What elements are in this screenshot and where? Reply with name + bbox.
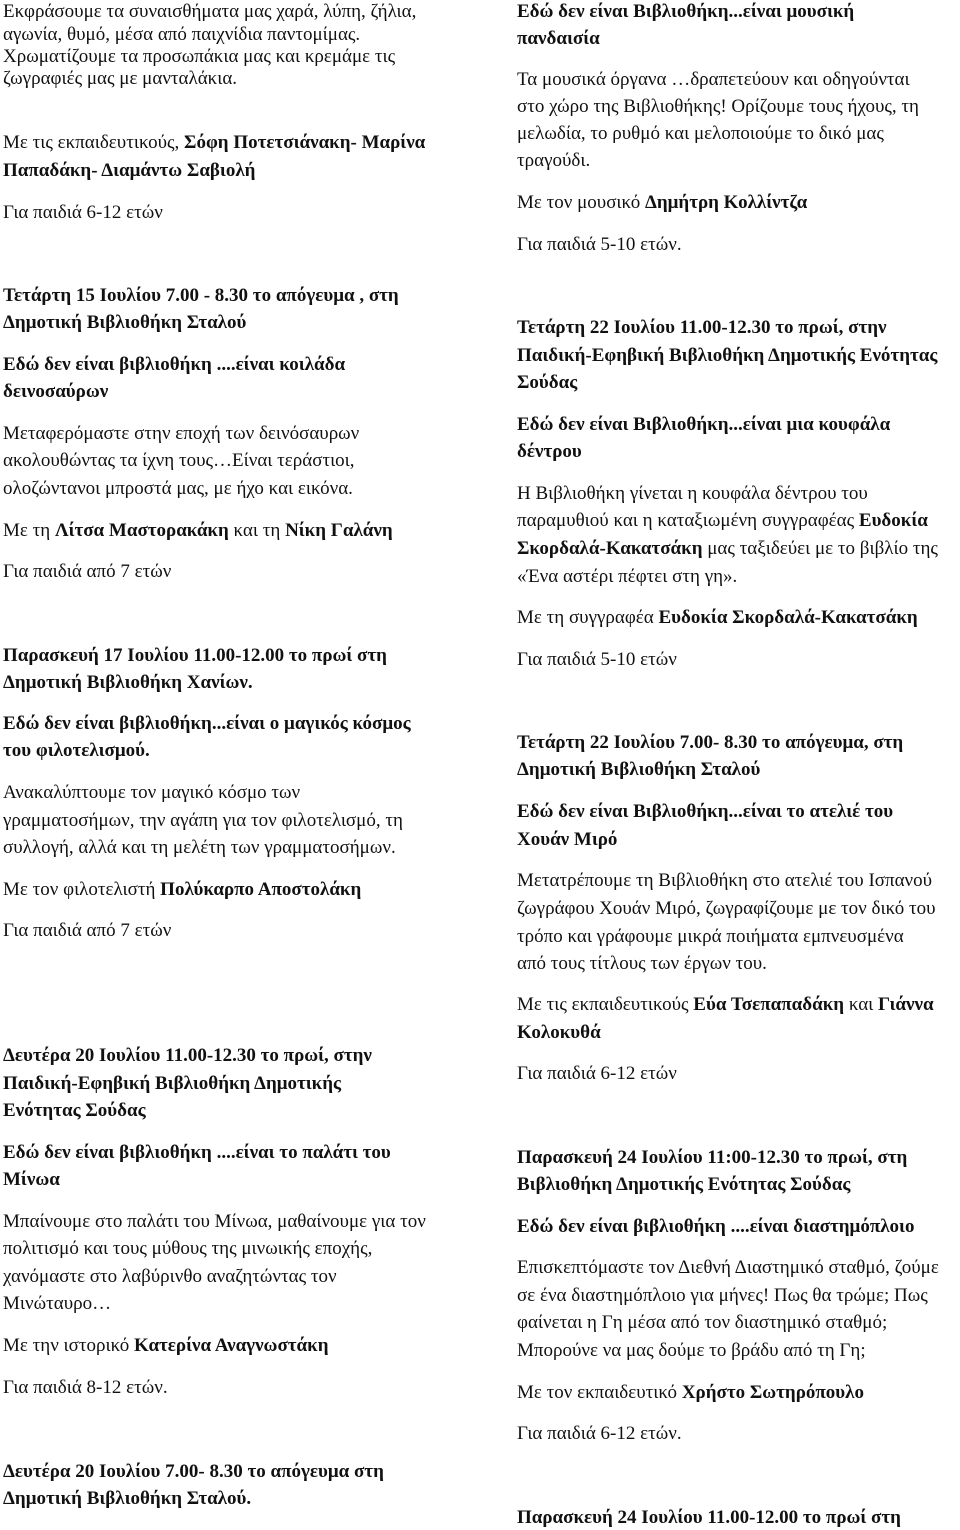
- event-description-line: Μεταφερόμαστε στην εποχή των δεινόσαυρων: [3, 423, 360, 444]
- facilitator-name: Εύα Τσεπαπαδάκη: [693, 994, 845, 1015]
- facilitator-name: Παπαδάκη- Διαμάντω Σαβιολή: [3, 160, 256, 181]
- event-schedule-line: Δευτέρα 20 Ιουλίου 11.00-12.30 το πρωί, στην: [3, 1045, 372, 1066]
- event-schedule-line: Βιβλιοθήκη Δημοτικής Ενότητας Σούδας: [517, 1174, 851, 1195]
- event-schedule-line: Τετάρτη 15 Ιουλίου 7.00 - 8.30 το απόγευμα , στη: [3, 285, 399, 306]
- event-description-line: γραμματοσήμων, την αγάπη για τον φιλοτελισμό, τη: [3, 810, 403, 831]
- event-description-line: συλλογή, αλλά και τη μελέτη των γραμματοσήμων.: [3, 837, 396, 858]
- event-schedule-line: Δημοτική Βιβλιοθήκη Χανίων.: [3, 672, 253, 693]
- facilitator-prefix: Με τον εκπαιδευτικό: [517, 1382, 682, 1403]
- event-description-line: τρόπο και γράφουμε μικρά ποιήματα εμπνευσμένα: [517, 926, 904, 947]
- facilitator-line: [517, 994, 934, 1016]
- event-description-line: Επισκεπτόμαστε τον Διεθνή Διαστημικό σταθμό, ζούμε: [517, 1257, 939, 1278]
- facilitator-line: [3, 1335, 328, 1357]
- event-title-line: Χουάν Μιρό: [517, 829, 618, 850]
- event-schedule-line: Τετάρτη 22 Ιουλίου 11.00-12.30 το πρωί, στην: [517, 317, 887, 338]
- event-description-line: στο χώρο της Βιβλιοθήκης! Ορίζουμε τους ήχους, τη: [517, 96, 919, 117]
- facilitator-name: Κατερίνα Αναγνωστάκη: [134, 1335, 329, 1356]
- event-title-line: Εδώ δεν είναι Βιβλιοθήκη...είναι το ατελιέ του: [517, 801, 894, 822]
- facilitator-name: Κολοκυθά: [517, 1022, 601, 1043]
- facilitator-name: Πολύκαρπο Αποστολάκη: [160, 879, 362, 900]
- event-description-line: σε ένα διαστημόπλοιο για μήνες! Πως θα τρώμε; Πως: [517, 1285, 928, 1306]
- event-description-line: ζωγράφου Χουάν Μιρό, ζωγραφίζουμε με τον δικό του: [517, 898, 936, 919]
- event-schedule-line: Σούδας: [517, 372, 578, 393]
- event-description-line: ζωγραφιές μας με μανταλάκια.: [3, 68, 238, 89]
- event-description-line: Ανακαλύπτουμε τον μαγικό κόσμο των: [3, 782, 301, 803]
- event-description-line: Μπαίνουμε στο παλάτι του Μίνωα, μαθαίνουμε για τον: [3, 1211, 426, 1232]
- description-text: μας ταξιδεύει με το βιβλίο της: [702, 538, 938, 559]
- event-description-line: Μετατρέπουμε τη Βιβλιοθήκη στο ατελιέ του Ισπανού: [517, 870, 933, 891]
- facilitator-prefix: Με τη: [3, 520, 55, 541]
- facilitator-prefix: Με τον μουσικό: [517, 192, 645, 213]
- event-schedule-line: Παρασκευή 24 Ιουλίου 11.00-12.00 το πρωί στη: [517, 1507, 901, 1528]
- facilitator-line: [517, 192, 807, 214]
- event-schedule-line: Δευτέρα 20 Ιουλίου 7.00- 8.30 το απόγευμα στη: [3, 1461, 384, 1482]
- facilitator-name: Νίκη Γαλάνη: [285, 520, 393, 541]
- event-title-line: Μίνωα: [3, 1169, 60, 1190]
- facilitator-name: Σόφη Ποτετσιάνακη- Μαρίνα: [184, 132, 426, 153]
- event-description-line: Εκφράσουμε τα συναισθήματα μας χαρά, λύπη, ζήλια,: [3, 1, 417, 22]
- event-schedule-line: Παιδική-Εφηβική Βιβλιοθήκη Δημοτικής: [3, 1073, 342, 1094]
- facilitator-line: [3, 132, 425, 154]
- facilitator-conjunction: και τη: [228, 520, 286, 541]
- event-description-line: ολοζώντανοι μπροστά μας, με ήχο και εικόνα.: [3, 478, 353, 499]
- event-schedule-line: Παιδική-Εφηβική Βιβλιοθήκη Δημοτικής Ενότητας: [517, 345, 938, 366]
- description-text: παραμυθιού και η καταξιωμένη συγγραφέας: [517, 510, 859, 531]
- event-description-line: Μπορούνε να μας δούμε το βράδυ από τη Γη;: [517, 1340, 866, 1361]
- event-title-line: Εδώ δεν είναι Βιβλιοθήκη...είναι μια κουφάλα: [517, 414, 891, 435]
- event-description-line: [517, 538, 938, 560]
- facilitator-line: [3, 879, 361, 901]
- age-group: Για παιδιά 6-12 ετών.: [517, 1423, 682, 1444]
- event-schedule-line: Τετάρτη 22 Ιουλίου 7.00- 8.30 το απόγευμα, στη: [517, 732, 904, 753]
- facilitator-name: Χρήστο Σωτηρόπουλο: [681, 1382, 864, 1403]
- age-group: Για παιδιά 5-10 ετών.: [517, 234, 682, 255]
- event-description-line: [517, 510, 928, 532]
- event-title-line: Εδώ δεν είναι βιβλιοθήκη ....είναι διαστημόπλοιο: [517, 1216, 915, 1237]
- author-name: Ευδοκία: [858, 510, 928, 531]
- facilitator-prefix: Με τη συγγραφέα: [517, 607, 659, 628]
- facilitator-prefix: Με τον φιλοτελιστή: [3, 879, 161, 900]
- event-title-line: Εδώ δεν είναι βιβλιοθήκη...είναι ο μαγικός κόσμος: [3, 713, 411, 734]
- facilitator-prefix: Με την ιστορικό: [3, 1335, 135, 1356]
- event-description-line: αγωνία, θυμό, μέσα από παιχνίδια παντομίμας.: [3, 24, 361, 45]
- age-group: Για παιδιά 8-12 ετών.: [3, 1377, 168, 1398]
- left-column: [3, 0, 508, 1530]
- event-title-line: δεινοσαύρων: [3, 381, 109, 402]
- facilitator-name: Ευδοκία Σκορδαλά-Κακατσάκη: [658, 607, 918, 628]
- event-description-line: πολιτισμό και τους μύθους της μινωικής εποχής,: [3, 1238, 373, 1259]
- event-description-line: τραγούδι.: [517, 150, 591, 171]
- event-schedule-line: Δημοτική Βιβλιοθήκη Σταλού: [3, 312, 247, 333]
- event-description-line: Χρωματίζουμε τα προσωπάκια μας και κρεμάμε τις: [3, 46, 396, 67]
- event-title-line: Εδώ δεν είναι βιβλιοθήκη ....είναι κοιλάδα: [3, 354, 346, 375]
- event-title-line: πανδαισία: [517, 28, 600, 49]
- facilitator-name: Λίτσα Μαστορακάκη: [54, 520, 229, 541]
- event-title-line: Εδώ δεν είναι βιβλιοθήκη ....είναι το παλάτι του: [3, 1142, 391, 1163]
- facilitator-line: [517, 607, 918, 629]
- facilitator-name: Δημήτρη Κολλίντζα: [644, 192, 808, 213]
- author-name: Σκορδαλά-Κακατσάκη: [517, 538, 703, 559]
- event-description-line: μελωδία, το ρυθμό και μελοποιούμε το δικό μας: [517, 123, 884, 144]
- age-group: Για παιδιά από 7 ετών: [3, 561, 172, 582]
- event-schedule-line: Ενότητας Σούδας: [3, 1100, 146, 1121]
- event-title-line: Εδώ δεν είναι Βιβλιοθήκη...είναι μουσική: [517, 1, 855, 22]
- event-title-line: δέντρου: [517, 441, 582, 462]
- age-group: Για παιδιά 6-12 ετών: [3, 202, 163, 223]
- event-schedule-line: Δημοτική Βιβλιοθήκη Σταλού.: [3, 1488, 252, 1509]
- facilitator-prefix: Με τις εκπαιδευτικούς,: [3, 132, 185, 153]
- event-description-line: Η Βιβλιοθήκη γίνεται η κουφάλα δέντρου του: [517, 483, 868, 504]
- age-group: Για παιδιά 6-12 ετών: [517, 1063, 677, 1084]
- event-schedule-line: Παρασκευή 17 Ιουλίου 11.00-12.00 το πρωί στη: [3, 645, 387, 666]
- event-description-line: φαίνεται η Γη μέσα από τον διαστημικό σταθμό;: [517, 1312, 888, 1333]
- event-description-line: ακολουθώντας τα ίχνη τους…Είναι τεράστιοι,: [3, 450, 355, 471]
- event-description-line: Μινώταυρο…: [3, 1293, 112, 1314]
- event-description-line: «Ένα αστέρι πέφτει στη γη».: [517, 566, 738, 587]
- event-schedule-line: Παρασκευή 24 Ιουλίου 11:00-12.30 το πρωί, στη: [517, 1147, 908, 1168]
- right-column: [517, 0, 959, 1530]
- age-group: Για παιδιά 5-10 ετών: [517, 649, 677, 670]
- facilitator-name: Γιάννα: [878, 994, 934, 1015]
- facilitator-line: [517, 1382, 864, 1404]
- facilitator-prefix: Με τις εκπαιδευτικούς: [517, 994, 694, 1015]
- event-description-line: Τα μουσικά όργανα …δραπετεύουν και οδηγούνται: [517, 69, 910, 90]
- event-title-line: του φιλοτελισμού.: [3, 740, 150, 761]
- age-group: Για παιδιά από 7 ετών: [3, 920, 172, 941]
- facilitator-line: [3, 520, 393, 542]
- event-description-line: χανόμαστε στο λαβύρινθο αναζητώντας τον: [3, 1266, 337, 1287]
- facilitator-conjunction: και: [844, 994, 879, 1015]
- event-description-line: από τους τίτλους των έργων του.: [517, 953, 767, 974]
- event-schedule-line: Δημοτική Βιβλιοθήκη Σταλού: [517, 759, 761, 780]
